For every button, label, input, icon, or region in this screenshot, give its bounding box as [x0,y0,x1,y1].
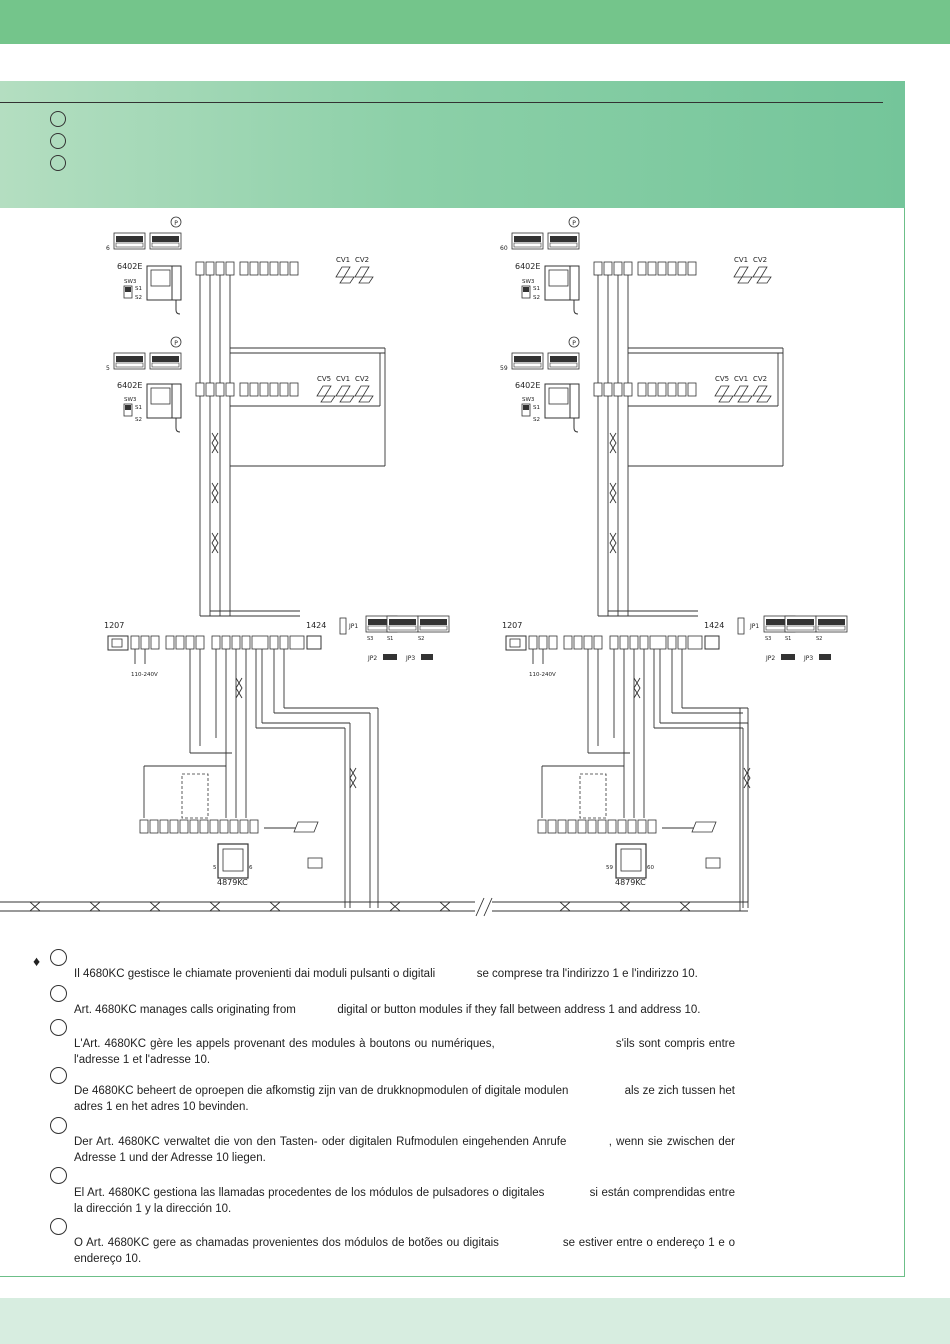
svg-text:S1: S1 [533,286,540,292]
svg-text:S1: S1 [135,286,142,292]
note-language-circle-nl [50,1067,67,1084]
svg-text:S1: S1 [135,405,142,411]
trunk-twists [30,902,690,911]
language-circle-3 [50,155,66,171]
note-language-circle-it [50,949,67,966]
module-label: 4879KC [217,878,248,887]
svg-text:S2: S2 [418,636,425,642]
svg-text:60: 60 [500,245,508,252]
block-1 [104,217,449,908]
svg-text:P: P [572,340,576,347]
svg-text:S1: S1 [533,405,540,411]
svg-text:6402E: 6402E [117,381,143,390]
note-language-circle-en [50,985,67,1002]
svg-text:S2: S2 [135,417,142,423]
svg-text:CV2: CV2 [753,256,768,264]
svg-text:6: 6 [249,865,253,871]
svg-text:CV1: CV1 [734,375,749,383]
svg-text:JP1: JP1 [349,623,359,630]
svg-text:P: P [174,340,178,347]
svg-text:S2: S2 [533,417,540,423]
header-band [0,81,905,208]
note-en: Art. 4680KC manages calls originating from digital or button modules if they fall between address 1 and address 10. [74,1004,701,1016]
note-language-circle-pt [50,1218,67,1235]
svg-text:SW3: SW3 [522,397,535,403]
note-es: El Art. 4680KC gestiona las llamadas procedentes de los módulos de pulsadores o digitales si están comprendidas entre la dirección 1 y la dirección 10. [74,1187,739,1215]
voltage-label: 110-240V [131,672,158,678]
svg-text:S2: S2 [533,295,540,301]
svg-text:S1: S1 [387,636,394,642]
svg-text:JP2: JP2 [368,655,378,662]
page-frame-bottom [0,1276,905,1277]
model-label: 6402E [117,262,143,271]
top-color-band [0,0,950,44]
note-it: Il 4680KC gestisce le chiamate provenienti dai moduli pulsanti o digitali se comprese tra l'indirizzo 1 e l'indirizzo 10. [74,968,698,980]
interface-label: 1424 [306,621,327,630]
language-circle-1 [50,111,66,127]
svg-text:CV1: CV1 [336,375,351,383]
svg-text:60: 60 [647,865,654,871]
svg-text:CV5: CV5 [715,375,730,383]
block-2 [500,217,847,908]
note-language-circle-es [50,1167,67,1184]
svg-text:S3: S3 [765,636,772,642]
svg-text:CV2: CV2 [355,375,370,383]
note-language-circle-fr [50,1019,67,1036]
svg-text:SW3: SW3 [522,279,535,285]
page-frame-right [904,208,905,1276]
note-de: Der Art. 4680KC verwaltet die von den Tasten- oder digitalen Rufmodulen eingehenden Anrufe , wenn sie zwischen der Adresse 1 und der Adresse 10 liegen. [74,1136,738,1164]
svg-text:6402E: 6402E [515,381,541,390]
svg-text:S3: S3 [367,636,374,642]
svg-text:JP3: JP3 [406,655,416,662]
cv-top-1: CV1 [336,256,351,264]
svg-text:CV1: CV1 [734,256,749,264]
note-diamond-icon: ♦ [33,953,41,969]
header-rule [0,102,883,103]
svg-text:4879KC: 4879KC [615,878,646,887]
svg-text:5: 5 [213,865,217,871]
note-pt: O Art. 4680KC gere as chamadas provenientes dos módulos de botões ou digitais se estiver entre o endereço 1 e o endereço 10. [74,1237,739,1265]
svg-text:SW3: SW3 [124,397,137,403]
note-nl: De 4680KC beheert de oproepen die afkomstig zijn van de drukknopmodulen of digitale modulen als ze zich tussen het adres 1 en het adres 10 bevinden. [74,1085,739,1113]
svg-text:P: P [572,220,576,227]
svg-text:5: 5 [106,365,110,372]
svg-text:110-240V: 110-240V [529,672,556,678]
svg-text:59: 59 [606,865,613,871]
address-label: 6 [106,245,110,252]
svg-text:1424: 1424 [704,621,725,630]
language-circle-2 [50,133,66,149]
svg-text:S2: S2 [135,295,142,301]
cv-top-2: CV2 [355,256,370,264]
svg-text:CV5: CV5 [317,375,332,383]
svg-text:CV2: CV2 [753,375,768,383]
svg-text:S2: S2 [816,636,823,642]
wiring-diagram [0,208,905,928]
svg-text:S1: S1 [785,636,792,642]
power-supply-label: 1207 [104,621,125,630]
p-label: P [174,220,178,227]
svg-text:JP2: JP2 [766,655,776,662]
note-fr: L'Art. 4680KC gère les appels provenant des modules à boutons ou numériques, s'ils sont compris entre l'adresse 1 et l'adresse 10. [74,1038,739,1066]
svg-text:JP3: JP3 [804,655,814,662]
bottom-color-band [0,1298,950,1344]
switch-label: SW3 [124,279,137,285]
svg-text:1207: 1207 [502,621,523,630]
svg-text:JP1: JP1 [750,623,760,630]
note-language-circle-de [50,1117,67,1134]
svg-text:6402E: 6402E [515,262,541,271]
svg-text:59: 59 [500,365,508,372]
